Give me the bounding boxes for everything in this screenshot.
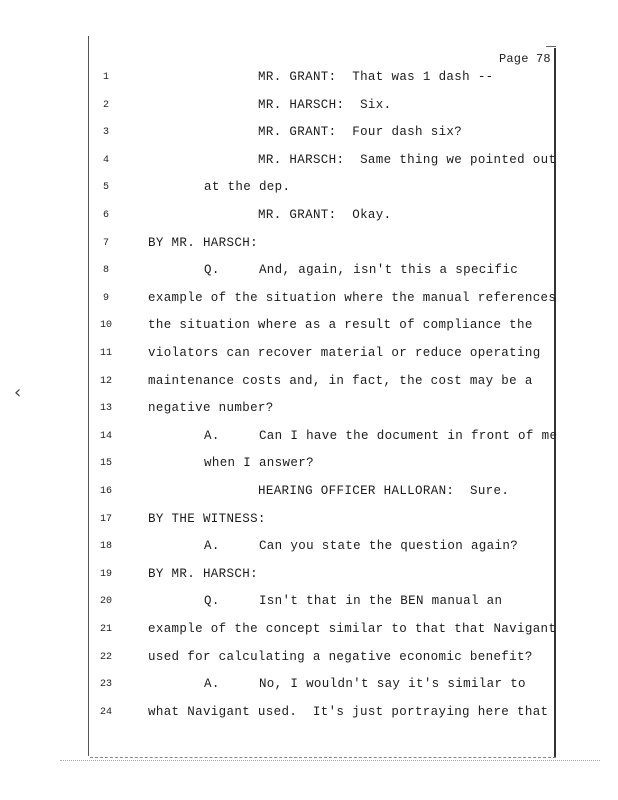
line-number: 4	[102, 154, 109, 166]
line-number: 5	[102, 182, 109, 194]
line-number: 1	[102, 72, 109, 83]
transcript-line: the situation where as a result of compliance the	[148, 318, 533, 333]
transcript-line: BY MR. HARSCH:	[148, 566, 258, 581]
scan-noise-line	[60, 760, 600, 761]
line-number: 9	[102, 292, 109, 304]
line-number: 15	[99, 458, 112, 470]
line-number: 12	[99, 375, 112, 387]
line-number: 3	[102, 127, 109, 139]
transcript-line: HEARING OFFICER HALLORAN: Sure.	[258, 484, 510, 498]
line-number: 20	[99, 596, 112, 608]
transcript-line: MR. GRANT: Okay.	[258, 208, 392, 222]
transcript-line: maintenance costs and, in fact, the cost may be a	[148, 373, 533, 388]
transcript-line: example of the concept similar to that that Navigant	[148, 622, 557, 636]
transcript-line: example of the situation where the manual references	[148, 290, 557, 305]
left-margin-rule	[88, 36, 89, 756]
margin-bracket-mark: ‹	[14, 382, 22, 403]
transcript-line: MR. HARSCH: Same thing we pointed out	[258, 152, 557, 167]
transcript-line: violators can recover material or reduce operating	[148, 346, 541, 360]
line-number: 14	[99, 430, 112, 442]
transcript-line: BY MR. HARSCH:	[148, 235, 258, 250]
line-number: 24	[99, 706, 112, 718]
transcript-line: used for calculating a negative economic benefit?	[148, 649, 533, 664]
line-number: 7	[102, 237, 109, 249]
transcript-line: at the dep.	[204, 180, 291, 195]
line-number: 19	[99, 568, 112, 580]
transcript-line: BY THE WITNESS:	[148, 511, 266, 526]
transcript-line: A. Can you state the question again?	[204, 539, 519, 554]
transcript-line: MR. GRANT: Four dash six?	[258, 125, 463, 140]
transcript-line: A. No, I wouldn't say it's similar to	[204, 677, 526, 692]
transcript-line: Q. Isn't that in the BEN manual an	[204, 594, 503, 609]
line-number: 13	[99, 403, 112, 415]
transcript-line: negative number?	[148, 401, 274, 416]
line-number: 21	[99, 624, 112, 635]
page-number: Page 78	[499, 52, 551, 66]
line-number: 10	[99, 320, 112, 332]
bottom-rule	[90, 757, 556, 758]
transcript-line: MR. GRANT: That was 1 dash --	[258, 70, 494, 84]
transcript-line: MR. HARSCH: Six.	[258, 97, 392, 112]
transcript-line: Q. And, again, isn't this a specific	[204, 263, 519, 278]
line-number: 8	[102, 265, 109, 277]
top-right-rule	[546, 46, 556, 47]
transcript-line: when I answer?	[204, 456, 314, 471]
line-number: 6	[102, 210, 109, 221]
line-number: 16	[99, 486, 112, 497]
line-number: 22	[99, 651, 112, 663]
line-number: 11	[99, 348, 112, 359]
line-number: 23	[99, 679, 112, 691]
line-number: 18	[99, 541, 112, 553]
transcript-line: A. Can I have the document in front of me	[204, 428, 558, 443]
transcript-line: what Navigant used. It's just portraying here that	[148, 704, 549, 719]
line-number: 17	[99, 513, 112, 525]
line-number: 2	[102, 99, 109, 111]
